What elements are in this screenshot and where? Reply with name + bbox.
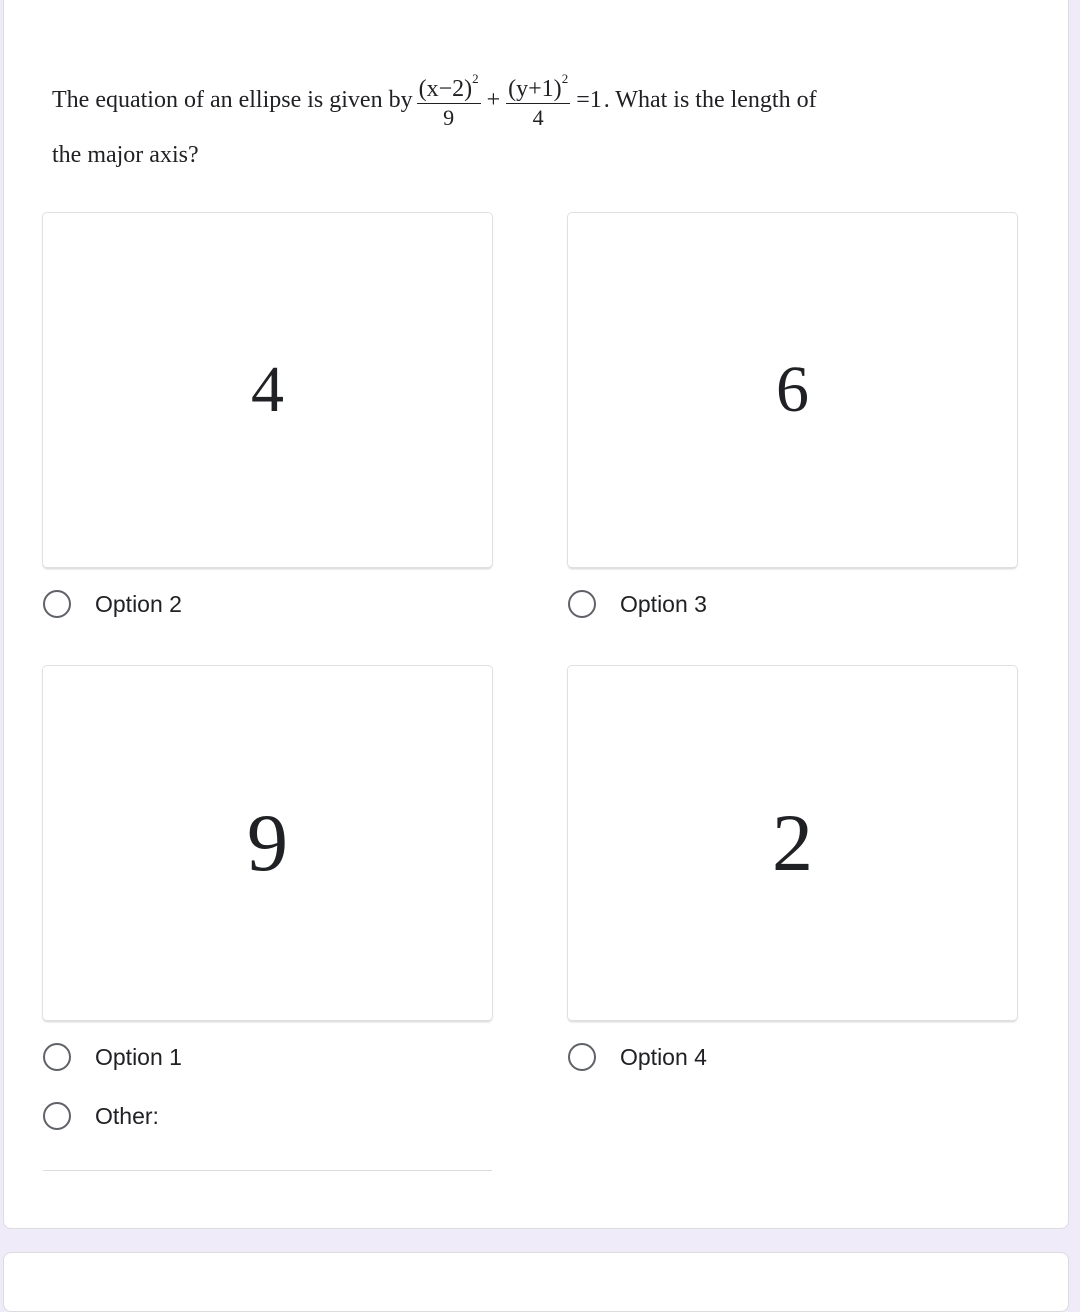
fraction-y-denominator: 4: [532, 104, 544, 130]
option-row[interactable]: [568, 1037, 707, 1077]
radio-button[interactable]: [43, 1043, 71, 1071]
fraction-x-exponent: 2: [472, 70, 479, 86]
fraction-y-exponent: 2: [561, 70, 569, 86]
fraction-y-numerator: (y+1): [508, 75, 562, 102]
option-row[interactable]: [43, 1037, 182, 1077]
option-image-value: 6: [776, 353, 809, 426]
option-image-value: 2: [772, 797, 813, 888]
equals-one: =1: [576, 86, 602, 113]
other-text-input[interactable]: [43, 1170, 492, 1171]
question-text: [52, 60, 1012, 170]
other-label: Other:: [95, 1102, 159, 1129]
option-image-tile[interactable]: [43, 213, 492, 567]
option-row[interactable]: [43, 584, 182, 624]
option-label: Option 4: [620, 1043, 707, 1070]
option-image-value: 4: [251, 353, 284, 426]
option-image-value: 9: [247, 797, 288, 888]
question-line-2: the major axis?: [52, 142, 199, 168]
fraction-x-term: [417, 69, 481, 132]
next-question-card: [3, 1252, 1069, 1312]
other-option-row[interactable]: [43, 1096, 159, 1136]
radio-button[interactable]: [43, 1102, 71, 1130]
question-prefix: The equation of an ellipse is given by: [52, 86, 413, 113]
option-label: Option 2: [95, 590, 182, 617]
radio-button[interactable]: [568, 590, 596, 618]
fraction-x-denominator: 9: [443, 104, 455, 130]
option-image-tile[interactable]: [568, 666, 1017, 1020]
option-label: Option 3: [620, 590, 707, 617]
radio-button[interactable]: [568, 1043, 596, 1071]
fraction-x-numerator: (x−2): [418, 75, 473, 102]
option-image-tile[interactable]: [43, 666, 492, 1020]
option-row[interactable]: [568, 584, 707, 624]
option-image-tile[interactable]: [568, 213, 1017, 567]
fraction-y-term: [506, 69, 570, 132]
plus-sign: +: [486, 86, 501, 113]
option-label: Option 1: [95, 1043, 182, 1070]
question-suffix: . What is the length of: [603, 86, 817, 113]
radio-button[interactable]: [43, 590, 71, 618]
